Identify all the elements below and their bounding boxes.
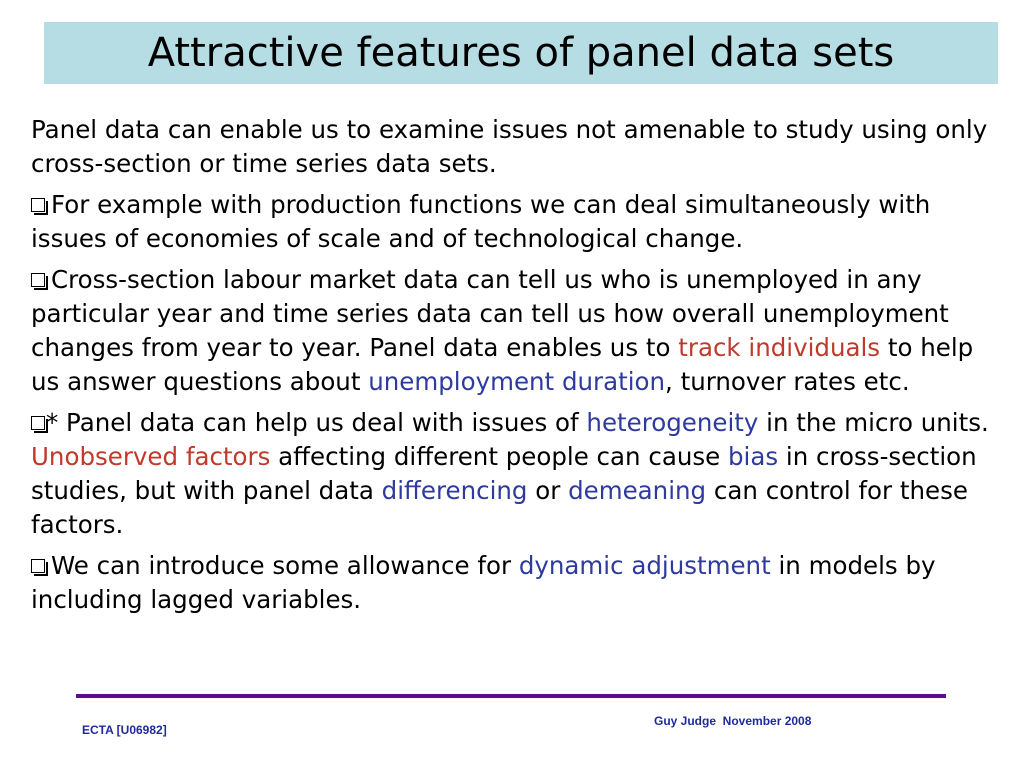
title-banner xyxy=(44,22,998,84)
bullet-text: For example with production functions we can deal simultaneously with issues of economies of scale and of technological change. xyxy=(31,190,931,253)
footer-course-code: ECTA [U06982] xyxy=(82,723,167,737)
bullet-text: * Panel data can help us deal with issues of xyxy=(46,408,587,437)
bullet-text: in the micro units. xyxy=(758,408,989,437)
slide-body xyxy=(31,113,1003,624)
bullet-text: in cross-section studies, but with panel data xyxy=(31,442,977,505)
highlight-bias: bias xyxy=(728,442,779,471)
highlight-differencing: differencing xyxy=(381,476,528,505)
highlight-track-individuals: track individuals xyxy=(678,333,881,362)
highlight-dynamic-adjustment: dynamic adjustment xyxy=(518,551,771,580)
highlight-unobserved-factors: Unobserved factors xyxy=(31,442,271,471)
footer-author-date: Guy Judge November 2008 xyxy=(654,714,812,728)
bullet-text: to help us answer questions about xyxy=(31,333,974,396)
bullet-item-4 xyxy=(31,549,1003,617)
highlight-heterogeneity: heterogeneity xyxy=(586,408,759,437)
checkbox-bullet-icon xyxy=(31,273,45,287)
slide-title: Attractive features of panel data sets xyxy=(147,30,895,76)
bullet-text: We can introduce some allowance for xyxy=(51,551,519,580)
checkbox-bullet-icon xyxy=(31,559,45,573)
bullet-item-3 xyxy=(31,406,1003,542)
bullet-text: in models by including lagged variables. xyxy=(31,551,936,614)
bullet-text: Cross-section labour market data can tell us who is unemployed in any particular year and time series data can tell us how overall unemployment changes from year to year. Panel data enables us to xyxy=(31,265,949,362)
bullet-item-2 xyxy=(31,263,1003,399)
highlight-unemployment-duration: unemployment duration xyxy=(368,367,666,396)
bullet-text: affecting different people can cause xyxy=(270,442,728,471)
bullet-text: or xyxy=(527,476,569,505)
bullet-text: can control for these factors. xyxy=(31,476,968,539)
bullet-item-1 xyxy=(31,188,1003,256)
highlight-demeaning: demeaning xyxy=(568,476,707,505)
bullet-text: , turnover rates etc. xyxy=(665,367,910,396)
checkbox-bullet-icon xyxy=(31,198,45,212)
intro-paragraph: Panel data can enable us to examine issues not amenable to study using only cross-section or time series data sets. xyxy=(31,115,988,178)
checkbox-bullet-icon xyxy=(31,416,45,430)
footer-divider xyxy=(76,694,946,698)
